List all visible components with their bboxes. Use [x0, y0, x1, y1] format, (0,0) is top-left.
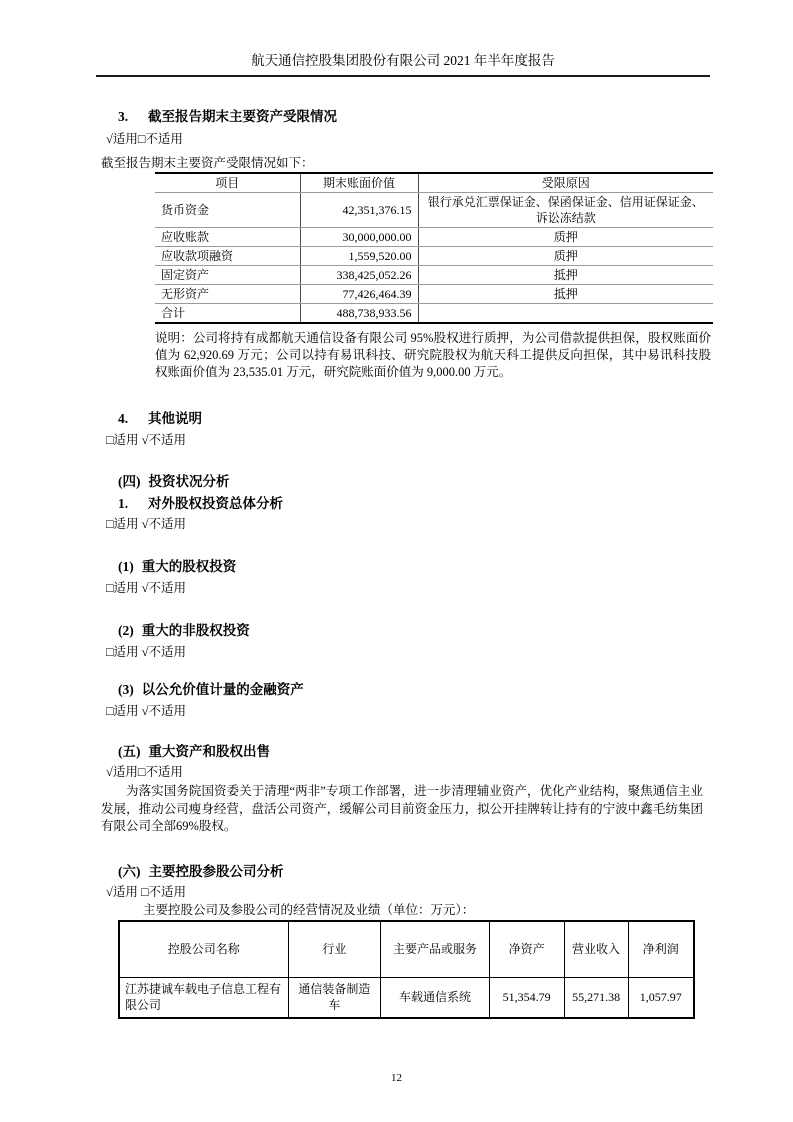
row-value: 77,426,464.39: [300, 285, 418, 304]
table-header-row: [119, 921, 694, 978]
section-3-note: 说明：公司将持有成都航天通信设备有限公司 95%股权进行质押，为公司借款提供担保，股权账面价值为 62,920.69 万元；公司以持有易讯科技、研究院股权为航天科工提供反向担保，其中易讯科技股权账面价值为 23,535.01 万元，研究院账面价值为 9,000.00 万元。: [155, 331, 711, 379]
col-header-industry: 行业: [288, 921, 381, 978]
col-header-revenue: 营业收入: [564, 921, 628, 978]
row-item: 应收款项融资: [155, 247, 300, 266]
table-row: [119, 978, 694, 1018]
row-item: 固定资产: [155, 266, 300, 285]
row-value: 338,425,052.26: [300, 266, 418, 285]
item-3-applicability: □适用 √不适用: [106, 704, 187, 718]
company-name: 江苏捷诚车载电子信息工程有限公司: [119, 978, 288, 1018]
report-header-title: 航天通信控股集团股份有限公司 2021 年半年度报告: [251, 53, 555, 68]
section-liu-title: 主要控股参股公司分析: [148, 863, 284, 879]
section-si-title: 投资状况分析: [148, 474, 230, 489]
item-2-number: (2): [118, 623, 134, 638]
row-reason: 质押: [418, 247, 713, 266]
section-4-applicability: □适用 √不适用: [106, 433, 187, 447]
table-row: [155, 285, 713, 304]
section-liu-intro: 主要控股公司及参股公司的经营情况及业绩（单位：万元）：: [143, 902, 475, 917]
restricted-assets-table: [155, 172, 713, 324]
item-2-title: 重大的非股权投资: [141, 623, 250, 638]
section-wu-paragraph: 为落实国务院国资委关于清理“两非”专项工作部署，进一步清理辅业资产，优化产业结构，聚焦通信主业发展，推动公司瘦身经营，盘活公司资产，缓解公司目前资金压力，拟公开挂牌转让持有的宁波中鑫毛纺集团有限公司全部69%股权。: [101, 784, 703, 833]
item-1-heading: [118, 557, 710, 576]
item-3-title: 以公允价值计量的金融资产: [141, 682, 304, 697]
row-reason: 质押: [418, 228, 713, 247]
total-label: 合计: [161, 306, 186, 320]
section-wu-heading: [118, 742, 710, 761]
section-4-number: 4.: [118, 411, 129, 426]
row-value: 42,351,376.15: [300, 193, 418, 228]
row-item: 应收账款: [155, 228, 300, 247]
table-row: [155, 193, 713, 228]
row-reason: 抵押: [418, 285, 713, 304]
item-2-heading: [118, 621, 710, 640]
col-header-reason: 受限原因: [418, 173, 713, 193]
row-item: 货币资金: [155, 193, 300, 228]
item-1-title: 重大的股权投资: [141, 559, 237, 574]
item-1-applicability: □适用 √不适用: [106, 581, 187, 595]
section-si-number: (四): [118, 474, 141, 489]
subsidiaries-table: [118, 920, 695, 1019]
table-total-row: [155, 304, 713, 324]
section-liu-applicability: √适用 □不适用: [106, 884, 187, 899]
col-header-company: 控股公司名称: [119, 921, 288, 978]
total-reason: [418, 304, 713, 324]
section-3-heading: [118, 107, 710, 126]
table-header-row: [155, 173, 713, 193]
col-header-net-assets: 净资产: [489, 921, 564, 978]
company-revenue: 55,271.38: [564, 978, 628, 1018]
row-value: 1,559,520.00: [300, 247, 418, 266]
section-3-number: 3.: [118, 109, 129, 124]
col-header-products: 主要产品或服务: [381, 921, 489, 978]
row-reason: 银行承兑汇票保证金、保函保证金、信用证保证金、诉讼冻结款: [418, 193, 713, 228]
col-header-item: 项目: [155, 173, 300, 193]
section-wu-applicability: √适用□不适用: [106, 765, 183, 779]
subsection-1-title: 对外股权投资总体分析: [148, 496, 283, 511]
section-si-heading: [118, 472, 710, 491]
col-header-value: 期末账面价值: [300, 173, 418, 193]
section-3-intro: 截至报告期末主要资产受限情况如下：: [101, 156, 314, 170]
row-value: 30,000,000.00: [300, 228, 418, 247]
section-liu-number: (六): [118, 863, 141, 879]
table-row: [155, 247, 713, 266]
company-net-profit: 1,057.97: [628, 978, 694, 1018]
table-row: [155, 266, 713, 285]
section-4-title: 其他说明: [148, 411, 202, 426]
item-3-number: (3): [118, 682, 134, 697]
header-divider: [96, 75, 710, 77]
section-wu-title: 重大资产和股权出售: [148, 744, 270, 759]
section-3-title: 截至报告期末主要资产受限情况: [148, 109, 337, 124]
row-reason: 抵押: [418, 266, 713, 285]
total-value: 488,738,933.56: [300, 304, 418, 324]
item-2-applicability: □适用 √不适用: [106, 645, 187, 659]
table-row: [155, 228, 713, 247]
subsection-1-heading: [118, 494, 710, 513]
item-3-heading: [118, 680, 710, 699]
subsection-1-number: 1.: [118, 496, 129, 511]
section-wu-number: (五): [118, 744, 141, 759]
section-3-applicability: √适用□不适用: [106, 132, 183, 146]
section-4-heading: [118, 409, 710, 428]
page-number: 12: [391, 1072, 402, 1084]
col-header-net-profit: 净利润: [628, 921, 694, 978]
subsection-1-applicability: □适用 √不适用: [106, 517, 187, 531]
company-net-assets: 51,354.79: [489, 978, 564, 1018]
row-item: 无形资产: [155, 285, 300, 304]
item-1-number: (1): [118, 559, 134, 574]
section-liu-heading: [118, 862, 710, 881]
company-products: 车载通信系统: [381, 978, 489, 1018]
company-industry: 通信装备制造车: [288, 978, 381, 1018]
